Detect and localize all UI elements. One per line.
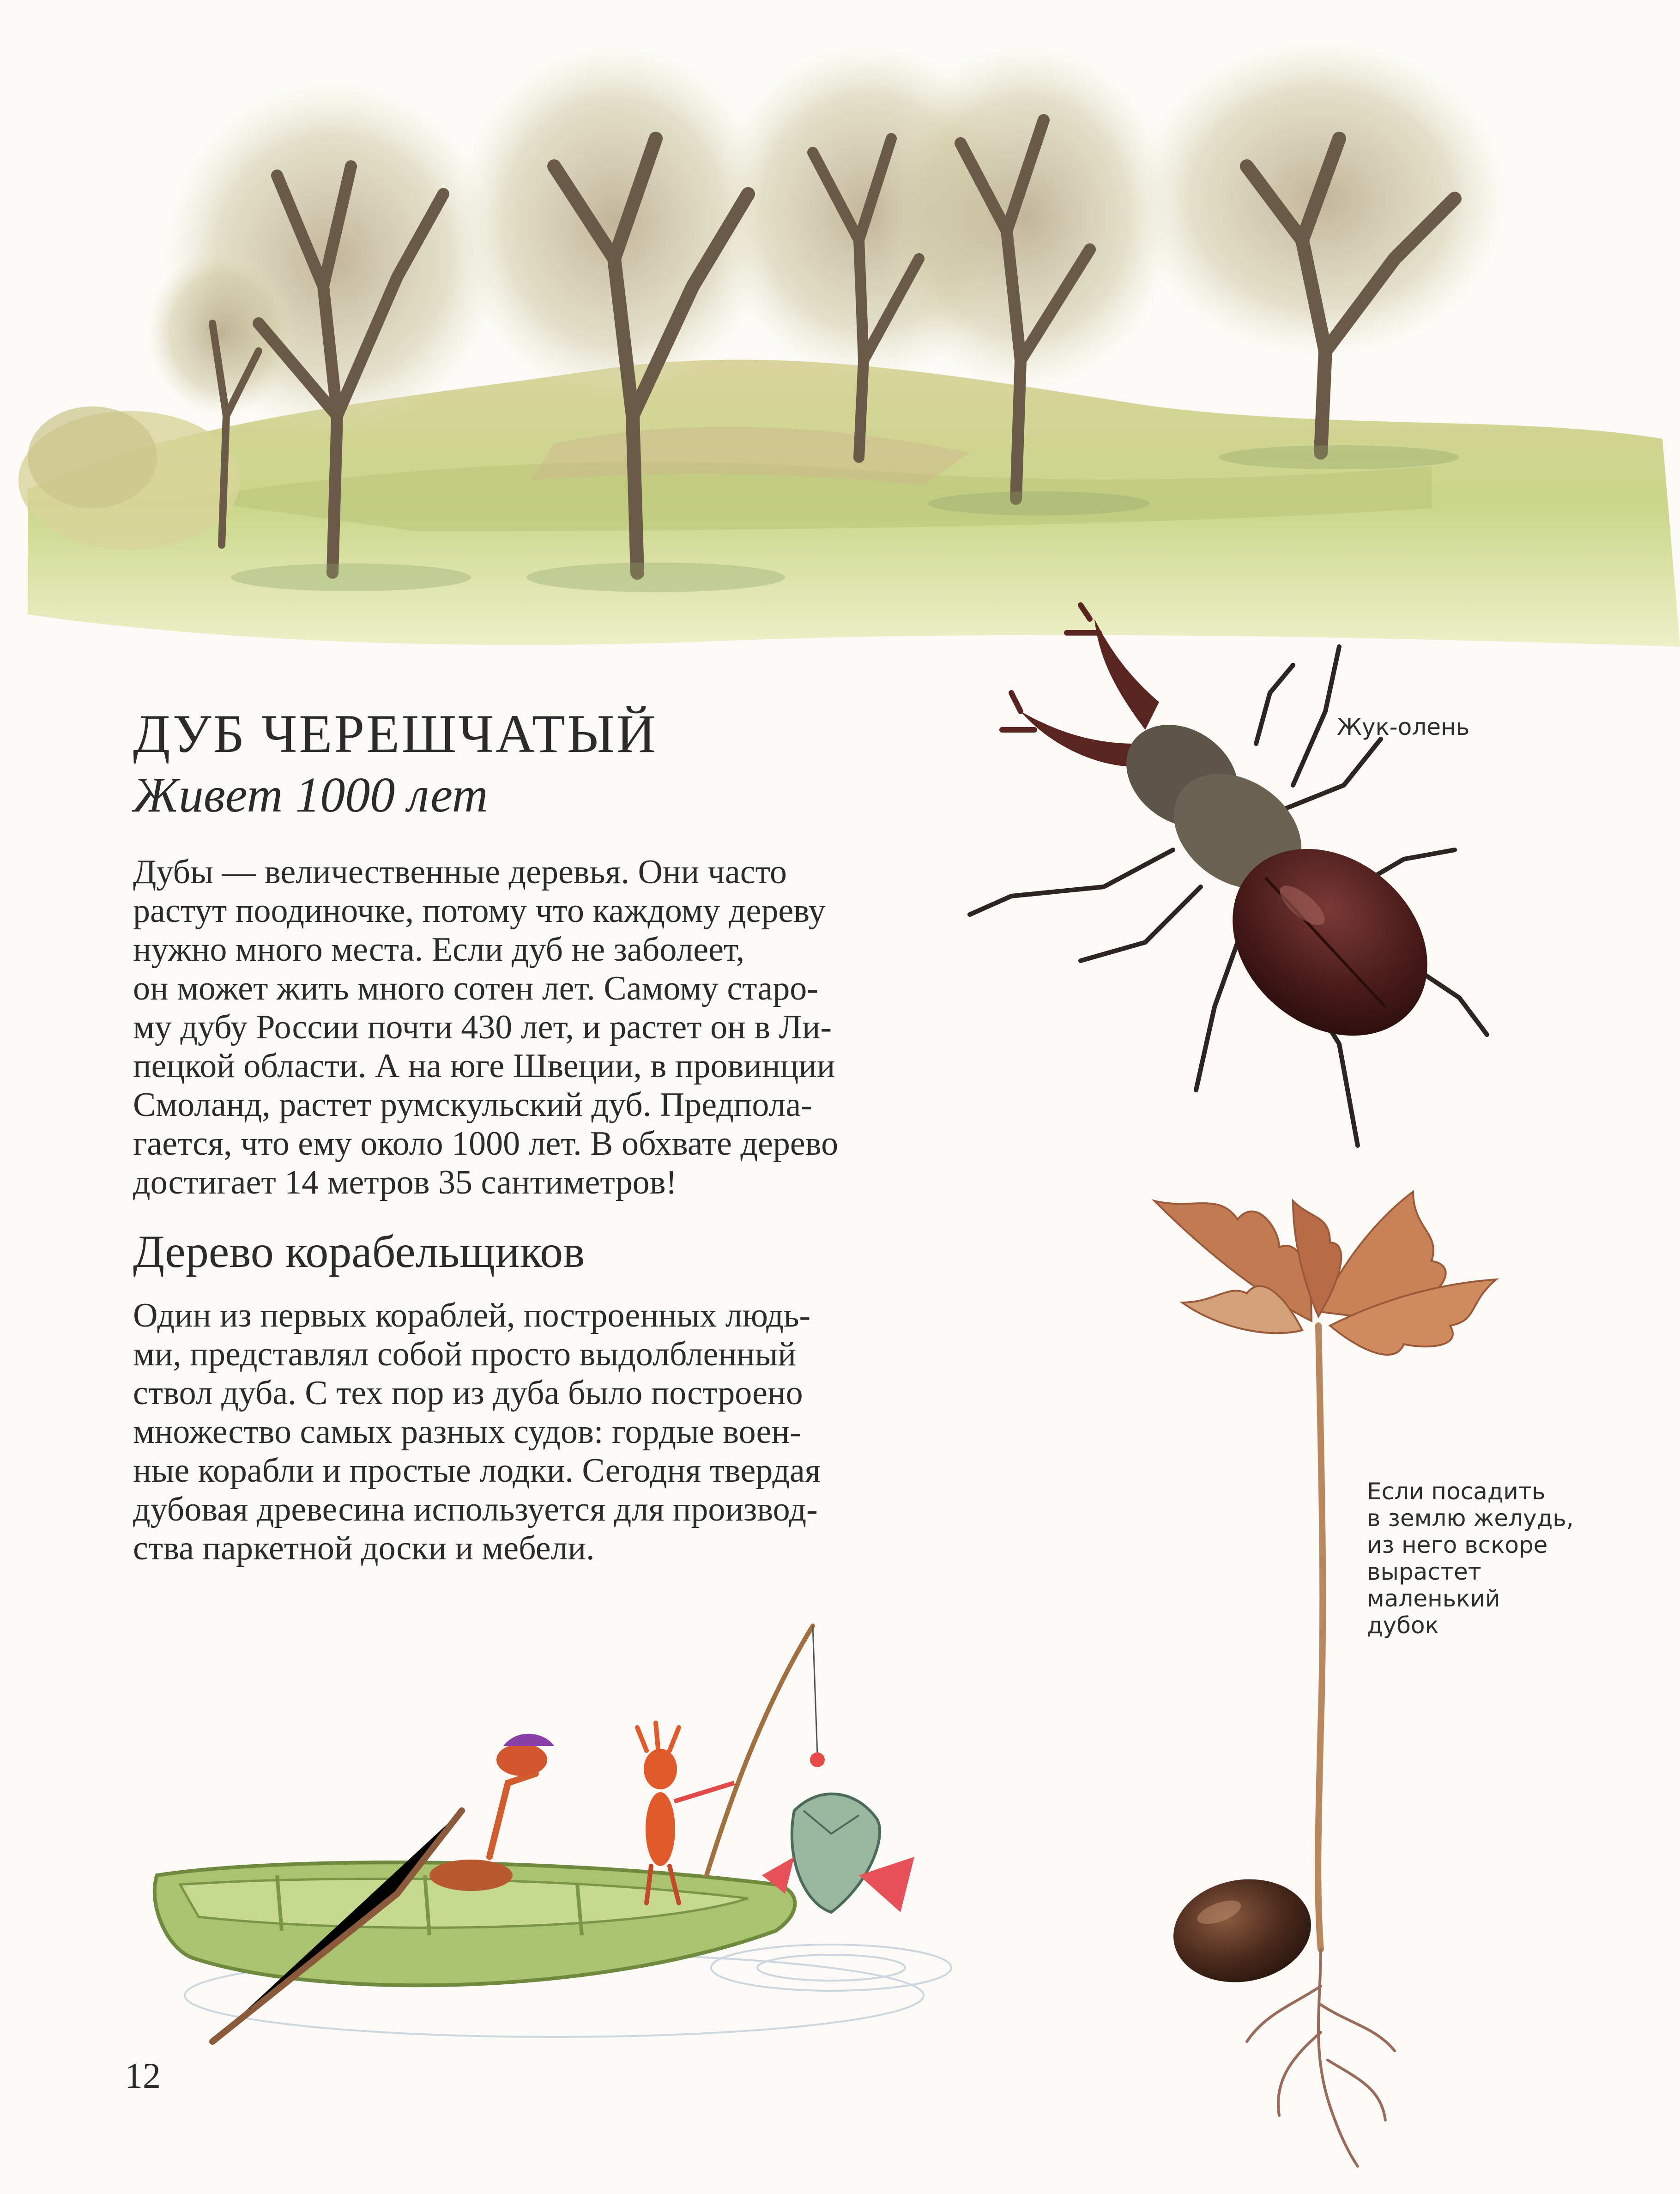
paragraph-line: достигает 14 метров 35 сантиметров! — [133, 1164, 677, 1201]
paragraph-line: множество самых разных судов: гордые воен- — [133, 1413, 801, 1451]
stag-beetle-illustration — [942, 591, 1515, 1182]
oak-seedling-from-acorn-illustration — [1062, 1127, 1515, 2171]
paragraph-line: Смоланд, растет румскульский дуб. Предпола- — [133, 1086, 812, 1124]
paragraph-line: Дубы — величественные деревья. Они часто — [133, 853, 787, 891]
caption-line: из него вскоре — [1367, 1532, 1548, 1558]
rowboat-with-fishing-cartoon-illustration — [139, 1617, 993, 2079]
paragraph-line: му дубу России почти 430 лет, и растет он в Ли- — [133, 1008, 832, 1046]
paragraph-line: растут поодиночке, потому что каждому дереву — [133, 892, 826, 930]
caption-line: вырастет — [1367, 1558, 1481, 1585]
paragraph-line: он может жить много сотен лет. Самому старо- — [133, 970, 818, 1007]
caption-line: Если посадить — [1367, 1478, 1546, 1505]
oak-grove-landscape-illustration — [0, 0, 1680, 656]
section-heading: Дерево корабельщиков — [133, 1226, 585, 1277]
paragraph-line: нужно много места. Если дуб не заболеет, — [133, 931, 745, 969]
intro-paragraph — [133, 853, 838, 1202]
paragraph-line: ные корабли и простые лодки. Сегодня твердая — [133, 1452, 821, 1490]
caption-line: дубок — [1367, 1612, 1439, 1639]
paragraph-line: пецкой области. А на юге Швеции, в провинции — [133, 1047, 835, 1085]
paragraph-line: ствол дуба. С тех пор из дуба было построено — [133, 1374, 803, 1412]
ships-paragraph — [133, 1296, 821, 1568]
page-subtitle: Живет 1000 лет — [133, 768, 488, 823]
paragraph-line: ства паркетной доски и мебели. — [133, 1529, 595, 1567]
paragraph-line: дубовая древесина используется для производ- — [133, 1491, 818, 1528]
caption-line: маленький — [1367, 1585, 1500, 1612]
paragraph-line: гается, что ему около 1000 лет. В обхвате дерево — [133, 1125, 839, 1163]
paragraph-line: ми, представлял собой просто выдолбленный — [133, 1335, 796, 1373]
acorn-caption — [1367, 1478, 1574, 1639]
page-number: 12 — [125, 2055, 161, 2096]
caption-line: в землю желудь, — [1367, 1505, 1574, 1532]
paragraph-line: Один из первых кораблей, построенных людь- — [133, 1297, 811, 1334]
beetle-caption: Жук-олень — [1337, 714, 1470, 740]
page-title: ДУБ ЧЕРЕШЧАТЫЙ — [133, 703, 658, 764]
